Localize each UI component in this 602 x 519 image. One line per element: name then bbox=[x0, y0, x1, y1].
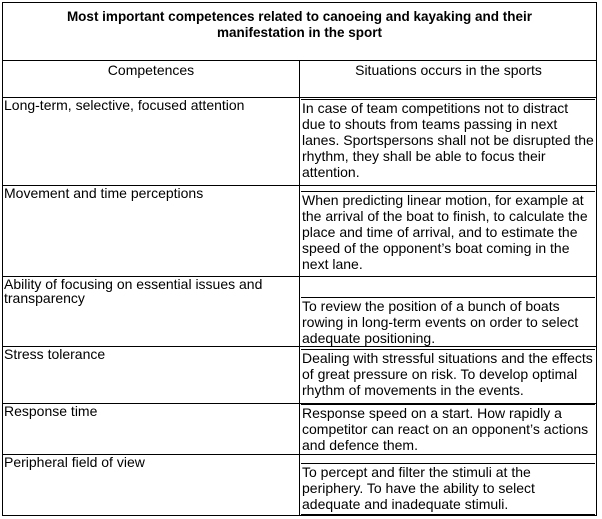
situation-cell: Dealing with stressful situations and the effects of great pressure on risk. To develop optimal rhythm of movements in the events. bbox=[301, 349, 595, 404]
competence-cell: Stress tolerance bbox=[4, 346, 106, 362]
column-divider bbox=[299, 61, 300, 515]
situation-cell: Response speed on a start. How rapidly a competitor can react on an opponent’s actions and defence them. bbox=[301, 404, 595, 455]
header-competences: Competences bbox=[107, 62, 195, 78]
situation-cell: To percept and filter the stimuli at the periphery. To have the ability to select adequate and inadequate stimuli. bbox=[301, 463, 595, 515]
table-title: Most important competences related to canoeing and kayaking and their manifestation in the sport bbox=[3, 3, 596, 61]
competence-cell: Long-term, selective, focused attention bbox=[4, 97, 245, 113]
situation-cell: When predicting linear motion, for example at the arrival of the boat to finish, to calculate the place and time of arrival, and to estimate the speed of the opponent’s boat coming in the next lane. bbox=[301, 191, 595, 277]
situation-cell: In case of team competitions not to distract due to shouts from teams passing in next lanes. Sportspersons shall not be disrupted the rhythm, they shall be able to focus their attention. bbox=[301, 99, 595, 186]
competence-cell: Peripheral field of view bbox=[4, 454, 145, 470]
competence-cell: Ability of focusing on essential issues and transparency bbox=[4, 276, 263, 306]
competence-cell: Response time bbox=[4, 403, 98, 419]
header-situations: Situations occurs in the sports bbox=[355, 62, 542, 78]
competences-table bbox=[2, 2, 597, 516]
situation-cell: To review the position of a bunch of boats rowing in long-term events on order to select adequate positioning. bbox=[301, 297, 595, 347]
competence-cell: Movement and time perceptions bbox=[4, 185, 204, 201]
